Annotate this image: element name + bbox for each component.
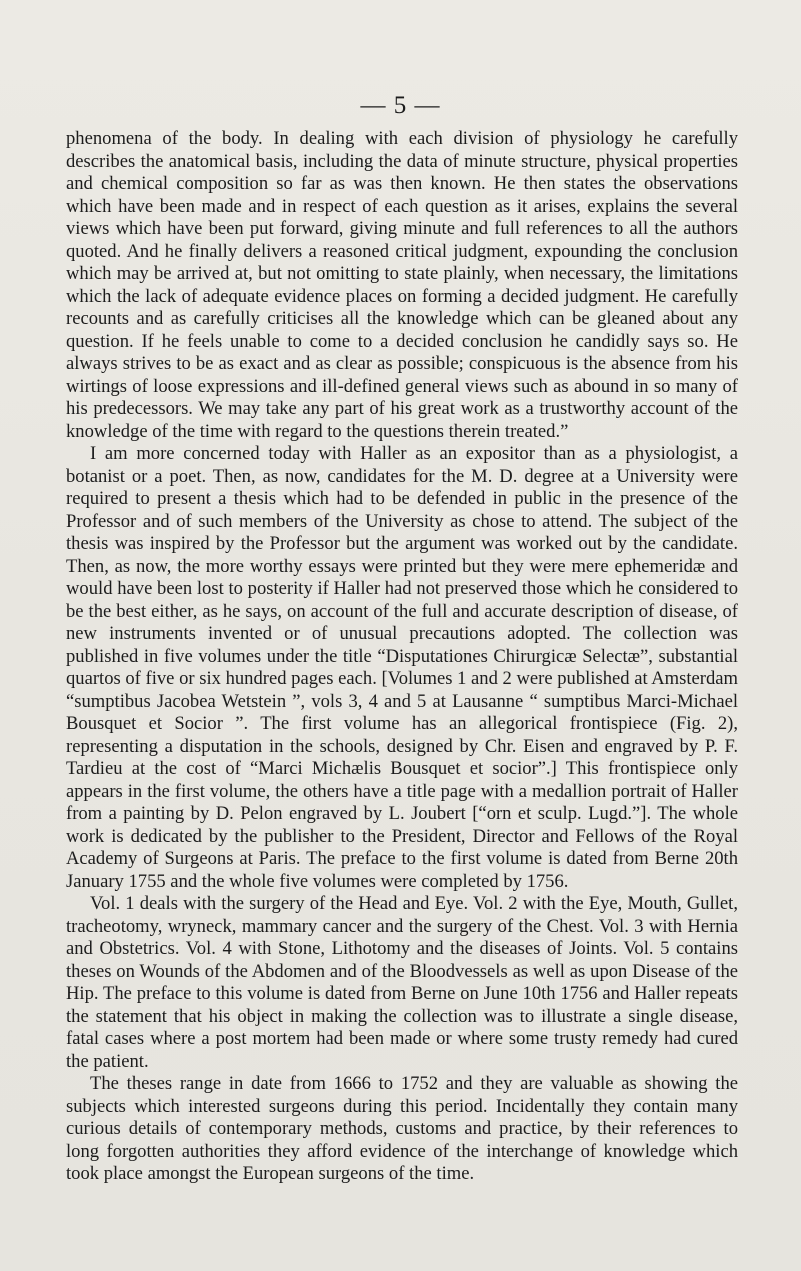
page-number: — 5 — bbox=[360, 92, 441, 119]
body-text bbox=[66, 128, 738, 1186]
paragraph-4: The theses range in date from 1666 to 1752 and they are valuable as showing the subjects which interested surgeons during this period. Incidentally they contain many curious details of contemporary methods, customs and practice, by their references to long forgotten authorities they afford evidence of the interchange of knowledge which took place amongst the European surgeons of the time. bbox=[66, 1073, 738, 1184]
paragraph-1: phenomena of the body. In dealing with each division of physiology he carefully describes the anatomical basis, including the data of minute structure, physical properties and chemical composition so far as was then known. He then states the observations which have been made and in respect of each question as it arises, explains the several views which have been put forward, giving minute and full references to all the authors quoted. And he finally delivers a reasoned critical judgment, expounding the conclusion which may be arrived at, but not omitting to state plainly, when necessary, the limitations which the lack of adequate evidence places on forming a decided judgment. He carefully recounts and as carefully criticises all the knowledge which can be gleaned about any question. If he feels unable to come to a decided conclusion he candidly says so. He always strives to be as exact and as clear as possible; conspicuous is the absence from his wirtings of loose expressions and ill-defined general views such as abound in so many of his predecessors. We may take any part of his great work as a trustworthy account of the knowledge of the time with regard to the questions therein treated.” bbox=[66, 128, 738, 442]
paragraph-2: I am more concerned today with Haller as an expositor than as a physiologist, a botanist or a poet. Then, as now, candidates for the M. D. degree at a University were required to present a thesis which had to be defended in public in the presence of the Professor and of such members of the University as chose to attend. The subject of the thesis was inspired by the Professor but the argument was worked out by the candidate. Then, as now, the more worthy essays were printed but they were mere ephemeridæ and would have been lost to posterity if Haller had not preserved those which he considered to be the best either, as he says, on account of the full and accurate description of disease, of new instruments invented or of unusual precautions adopted. The collection was published in five volumes under the title “Disputationes Chirurgicæ Selectæ”, substantial quartos of five or six hundred pages each. [Volumes 1 and 2 were published at Amsterdam “sumptibus Jacobea Wetstein ”, vols 3, 4 and 5 at Lausanne “ sumptibus Marci-Michael Bousquet et Socior ”. The first volume has an allegorical frontispiece (Fig. 2), representing a disputation in the schools, designed by Chr. Eisen and engraved by P. F. Tardieu at the cost of “Marci Michælis Bousquet et socior”.] This frontispiece only appears in the first volume, the others have a title page with a medallion portrait of Haller from a painting by D. Pelon engraved by L. Joubert [“orn et sculp. Lugd.”]. The whole work is dedicated by the publisher to the President, Director and Fellows of the Royal Academy of Surgeons at Paris. The preface to the first volume is dated from Berne 20th January 1755 and the whole five volumes were completed by 1756. bbox=[66, 443, 738, 892]
paragraph-3: Vol. 1 deals with the surgery of the Head and Eye. Vol. 2 with the Eye, Mouth, Gullet, tracheotomy, wryneck, mammary cancer and the surgery of the Chest. Vol. 3 with Hernia and Obstetrics. Vol. 4 with Stone, Lithotomy and the diseases of Joints. Vol. 5 contains theses on Wounds of the Abdomen and of the Bloodvessels as well as upon Disease of the Hip. The preface to this volume is dated from Berne on June 10th 1756 and Haller repeats the statement that his object in making the collection was to illustrate a single disease, fatal cases where a post mortem had been made or where some trusty remedy had cured the patient. bbox=[66, 893, 738, 1072]
